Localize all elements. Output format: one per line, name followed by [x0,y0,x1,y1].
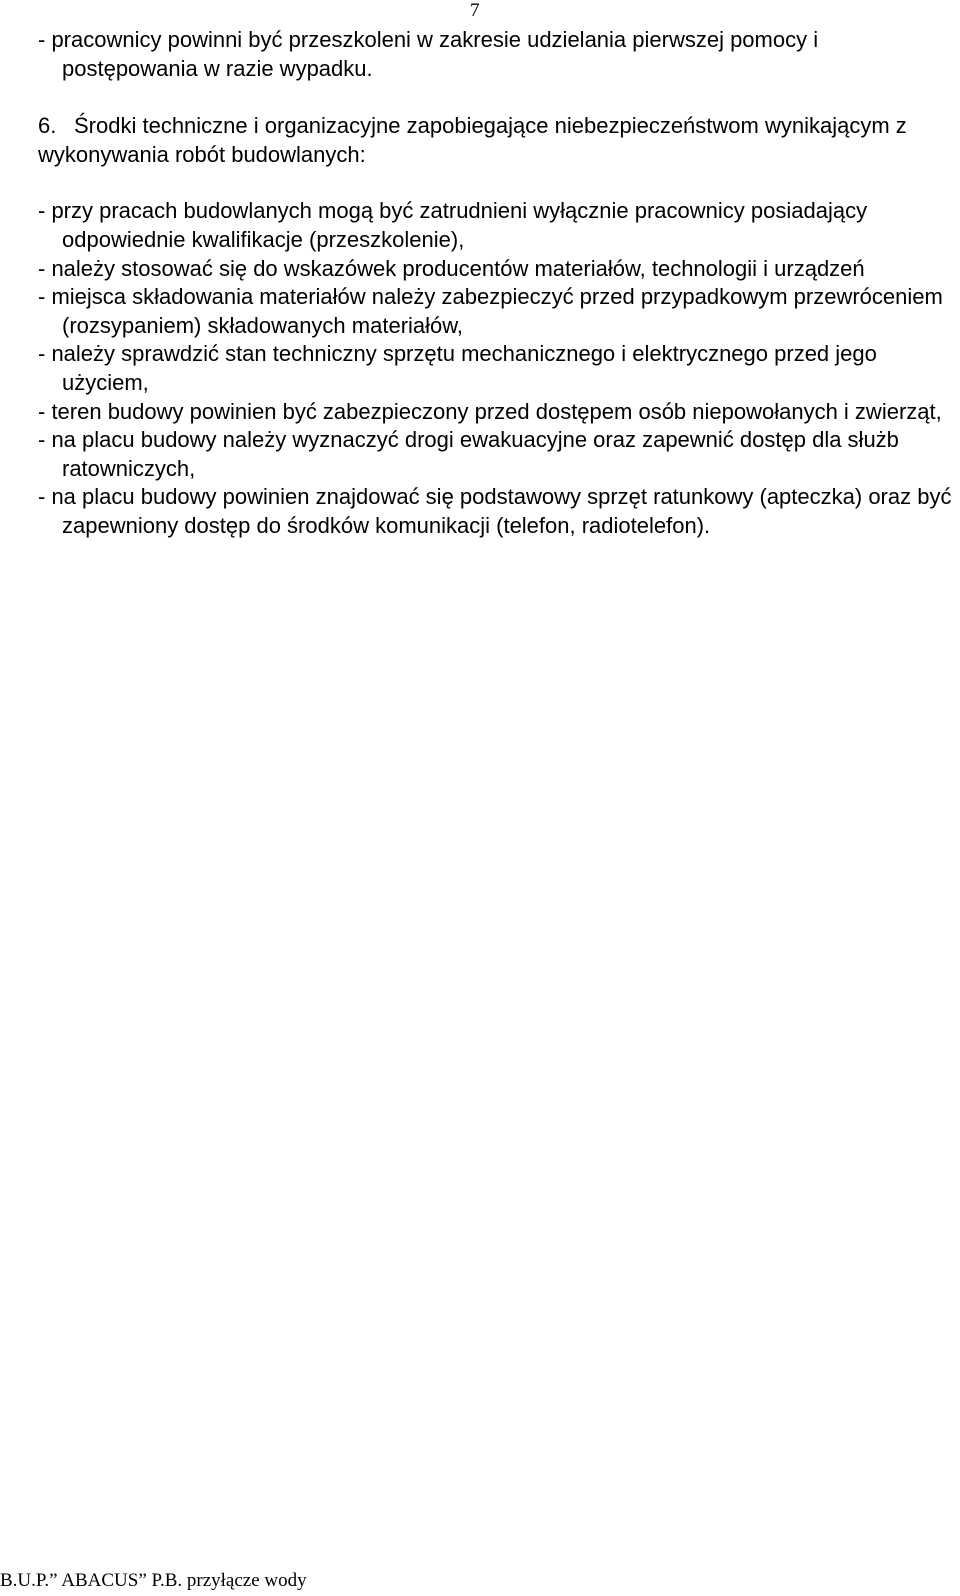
list-item: - należy stosować się do wskazówek producentów materiałów, technologii i urządzeń [38,255,865,281]
section-heading [38,112,953,169]
list-item: - na placu budowy należy wyznaczyć drogi ewakuacyjne oraz zapewnić dostęp dla służb ratowniczych, [38,427,899,481]
list-item: - teren budowy powinien być zabezpieczony przed dostępem osób niepowołanych i zwierząt, [38,398,942,424]
section-title: Środki techniczne i organizacyjne zapobiegające niebezpieczeństwom wynikającym z wykonywania robót budowlanych: [38,113,907,167]
section-number: 6. [38,113,57,139]
section-6 [38,112,953,540]
list-item: - miejsca składowania materiałów należy zabezpieczyć przed przypadkowym przewróceniem (rozsypaniem) składowanych materiałów, [38,284,943,338]
page-number: 7 [470,0,480,21]
list-item: - należy sprawdzić stan techniczny sprzętu mechanicznego i elektrycznego przed jego użyciem, [38,341,877,395]
document-body [38,26,953,541]
intro-list-item: - pracownicy powinni być przeszkoleni w zakresie udzielania pierwszej pomocy i postępowania w razie wypadku. [38,27,819,81]
page-footer: B.U.P.” ABACUS” P.B. przyłącze wody [0,1570,307,1591]
list-item: - na placu budowy powinien znajdować się podstawowy sprzęt ratunkowy (apteczka) oraz być zapewniony dostęp do środków komunikacji (telefon, radiotelefon). [38,484,952,538]
list-item: - przy pracach budowlanych mogą być zatrudnieni wyłącznie pracownicy posiadający odpowiednie kwalifikacje (przeszkolenie), [38,198,868,252]
safety-measures-list [38,197,953,540]
